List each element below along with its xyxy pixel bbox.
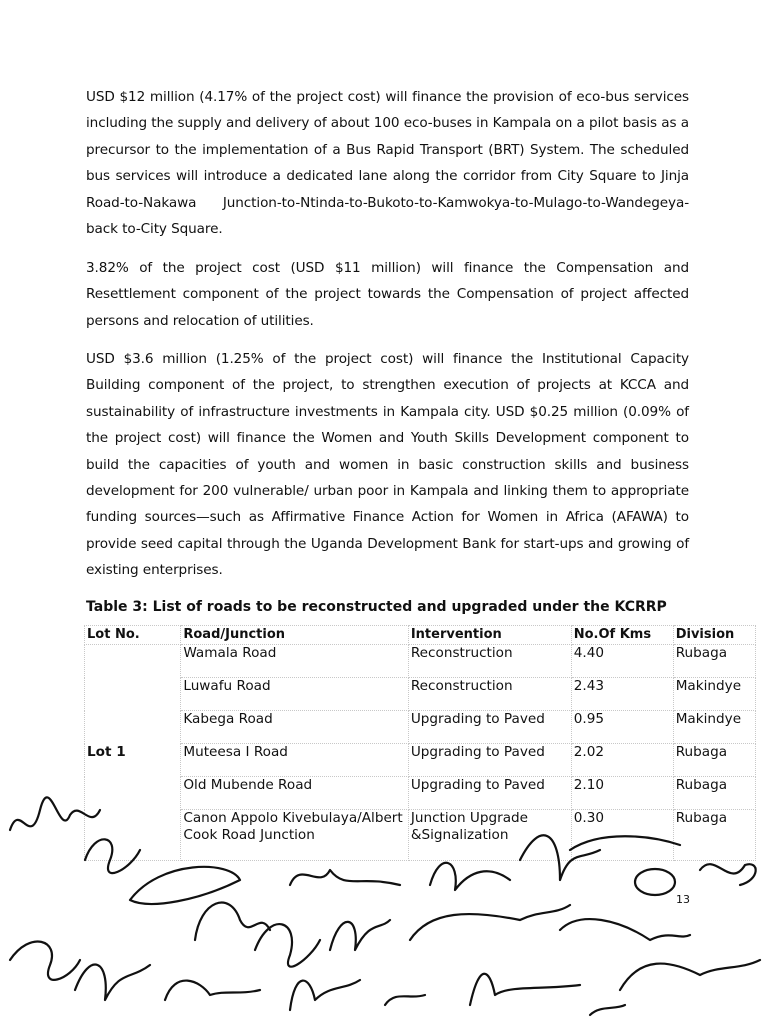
road-cell: Kabega Road xyxy=(181,711,408,744)
table-row xyxy=(85,645,756,678)
signature-mark xyxy=(700,864,756,885)
header-road-junction: Road/Junction xyxy=(181,626,408,645)
signature-mark xyxy=(410,905,570,940)
signature-mark xyxy=(130,867,240,904)
kms-cell: 0.30 xyxy=(571,810,673,861)
signature-mark xyxy=(290,870,400,885)
header-kms: No.Of Kms xyxy=(571,626,673,645)
table-row xyxy=(85,711,756,744)
signature-mark xyxy=(385,995,425,1005)
kms-cell: 2.43 xyxy=(571,678,673,711)
table-row xyxy=(85,678,756,711)
intervention-cell: Reconstruction xyxy=(408,678,571,711)
header-intervention: Intervention xyxy=(408,626,571,645)
kms-cell: 2.10 xyxy=(571,777,673,810)
signature-mark xyxy=(560,919,690,940)
road-cell: Canon Appolo Kivebulaya/Albert Cook Road Junction xyxy=(181,810,408,861)
signatures-area xyxy=(0,790,768,1024)
signature-mark xyxy=(195,903,270,940)
header-division: Division xyxy=(673,626,755,645)
division-cell: Makindye xyxy=(673,711,755,744)
signature-mark xyxy=(330,920,390,950)
signature-stamp xyxy=(635,869,675,895)
road-cell: Luwafu Road xyxy=(181,678,408,711)
intervention-cell: Upgrading to Paved xyxy=(408,744,571,777)
signature-mark xyxy=(570,836,680,850)
header-lot-no: Lot No. xyxy=(85,626,181,645)
paragraph-eco-bus: USD $12 million (4.17% of the project cost) will finance the provision of eco-bus services including the supply and delivery of about 100 eco-buses in Kampala on a pilot basis as a precursor to the implementation of a Bus Rapid Transport (BRT) System. The scheduled bus services will introduce a dedicated lane along the corridor from City Square to Jinja Road-to-Nakawa Junction-to-Ntinda-to-Bukoto-to-Kamwokya-to-Mulago-to-Wandegeya-back to-City Square. xyxy=(86,89,689,238)
division-cell: Rubaga xyxy=(673,744,755,777)
signature-mark xyxy=(620,960,760,990)
page-number: 13 xyxy=(676,893,690,906)
signature-mark xyxy=(470,974,580,1005)
intervention-cell: Reconstruction xyxy=(408,645,571,678)
paragraph-capacity-building: USD $3.6 million (1.25% of the project cost) will finance the Institutional Capacity Building component of the project, to strengthen execution of projects at KCCA and sustainability of infrastructure investments in Kampala city. USD $0.25 million (0.09% of the project cost) will finance the Women and Youth Skills Development component to build the capacities of youth and women in basic construction skills and business development for 200 vulnerable/ urban poor in Kampala and linking them to appropriate funding sources—such as Affirmative Finance Action for Women in Africa (AFAWA) to provide seed capital through the Uganda Development Bank for start-ups and growing of existing enterprises. xyxy=(86,351,689,579)
road-cell: Muteesa I Road xyxy=(181,744,408,777)
signature-mark xyxy=(430,863,510,890)
signature-mark xyxy=(85,839,140,873)
signature-mark xyxy=(165,981,260,1000)
lot-cell: Lot 1 xyxy=(85,645,181,861)
paragraph-compensation: 3.82% of the project cost (USD $11 million) will finance the Compensation and Resettlement component of the project towards the Compensation of project affected persons and relocation of utilities. xyxy=(86,260,689,329)
kms-cell: 0.95 xyxy=(571,711,673,744)
intervention-cell: Upgrading to Paved xyxy=(408,777,571,810)
road-cell: Old Mubende Road xyxy=(181,777,408,810)
signature-mark xyxy=(255,924,320,967)
table-row xyxy=(85,744,756,777)
intervention-cell: Junction Upgrade &Signalization xyxy=(408,810,571,861)
road-cell: Wamala Road xyxy=(181,645,408,678)
signature-mark xyxy=(10,797,100,830)
kms-cell: 4.40 xyxy=(571,645,673,678)
intervention-cell: Upgrading to Paved xyxy=(408,711,571,744)
division-cell: Rubaga xyxy=(673,810,755,861)
division-cell: Rubaga xyxy=(673,777,755,810)
division-cell: Makindye xyxy=(673,678,755,711)
signature-mark xyxy=(10,941,80,979)
table-header-row xyxy=(85,626,756,645)
signature-mark xyxy=(75,965,150,1000)
division-cell: Rubaga xyxy=(673,645,755,678)
signature-mark xyxy=(590,1005,625,1015)
kms-cell: 2.02 xyxy=(571,744,673,777)
signature-mark xyxy=(290,980,360,1010)
table-caption: Table 3: List of roads to be reconstructed and upgraded under the KCRRP xyxy=(86,599,667,615)
